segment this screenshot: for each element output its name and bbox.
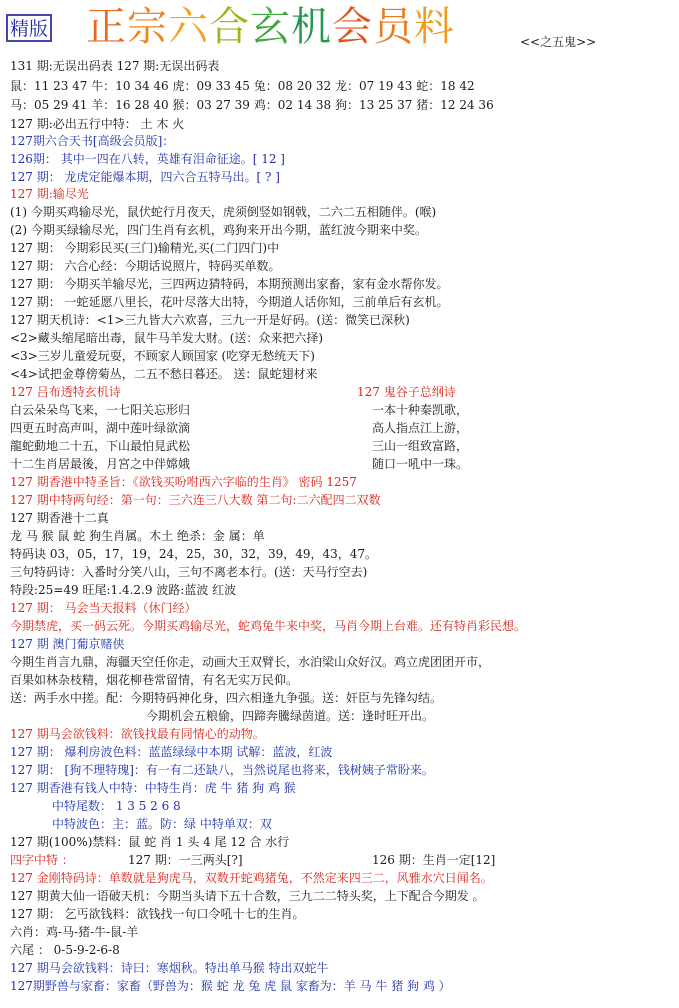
title-char: 机 xyxy=(291,4,332,50)
title-char: 六 xyxy=(168,4,209,50)
text-line: <4>试把金尊傍菊丛，二五不愁日暮还。 送：鼠蛇翅材来 xyxy=(10,367,318,381)
title-char: 合 xyxy=(209,4,250,50)
text-line: 中特波色：主：蓝。防：绿 中特单双：双 xyxy=(52,817,272,831)
poem-right-line: 随口一吼中一珠。 xyxy=(372,457,469,471)
text-line: 127 吕布透特玄机诗 xyxy=(10,385,121,399)
text-line: 127 期中特两句经：第一句：三六连三八大数 第二句:二六配四二双数 xyxy=(10,493,381,507)
text-line: 127 期:输尽光 xyxy=(10,187,89,201)
title-char: 正 xyxy=(86,4,127,50)
row-127-text: 127 期：一三两头[?] xyxy=(128,853,243,867)
text-line: 127 期： 龙虎定能爆本期，四六合五特马出。[ ? ] xyxy=(10,170,280,184)
poem-title-right: 127 鬼谷子总纲诗 xyxy=(357,385,456,399)
title-char: 宗 xyxy=(127,4,168,50)
text-line: 127 期马会欲钱料：诗曰：寒烟秋。特出单马猴 特出双蛇牛 xyxy=(10,961,329,975)
text-line: 百果如林杂枝精，烟花柳巷常留情，有名无实万民仰。 xyxy=(10,673,299,687)
text-line: 127 期天机诗：<1>三九皆大六欢喜，三九一开是好码。(送：微笑已深秋) xyxy=(10,313,410,327)
page-title xyxy=(86,4,455,50)
poem-right-line: 三山一组致富路， xyxy=(372,439,469,453)
subtitle-tag: <<之五鬼>> xyxy=(520,35,597,49)
text-line: 127 期马会欲钱料：欲钱找最有同情心的动物。 xyxy=(10,727,265,741)
text-line: 127 期： 六合心经：今期话说照片，特码买单数。 xyxy=(10,259,281,273)
title-char: 会 xyxy=(332,4,373,50)
text-line: (2) 今期买绿输尽光，四门生肖有玄机，鸡狗来开出今期，蓝红波今期来中奖。 xyxy=(10,223,427,237)
text-line: 送：两手水中搓。配：今期特码神化身，四六相逢九争强。送：奸臣与先锋勾结。 xyxy=(10,691,443,705)
text-line: 六尾 ： 0-5-9-2-6-8 xyxy=(10,943,120,957)
text-line: 127 金刚特码诗：单数就是狗虎马，双数开蛇鸡猪兔，不然定来四三二，风雅水穴日闻名。 xyxy=(10,871,493,885)
text-line: 127 期： 马会当天报料（休门经） xyxy=(10,601,197,615)
title-char: 玄 xyxy=(250,4,291,50)
row-126-text: 126 期：生肖一定[12] xyxy=(372,853,496,867)
text-line: 127 期： 爆利房波色料：蓝蓝绿绿中本期 试解：蓝波，红波 xyxy=(10,745,333,759)
text-line: 六肖：鸡-马-猪-牛-鼠-羊 xyxy=(10,925,139,939)
text-line: 127 期香港十二真 xyxy=(10,511,109,525)
title-char: 员 xyxy=(373,4,414,50)
text-line: 特段:25=49 旺尾:1.4.2.9 波路:蓝波 红波 xyxy=(10,583,237,597)
text-line: 四更五时高声叫，湖中莲叶绿欲滴 xyxy=(10,421,191,435)
text-line: 马：05 29 41 羊：16 28 40 猴：03 27 39 鸡：02 14 38 狗：13 25 37 猪：12 24 36 xyxy=(10,98,494,112)
text-line: 三句特码诗：入番时分笑八山，三句不离老本行。(送：天马行空去) xyxy=(10,565,368,579)
text-line: 127 期香港有钱人中特：中特生肖：虎 牛 猪 狗 鸡 猴 xyxy=(10,781,296,795)
text-line: 131 期:无误出码表 127 期:无误出码表 xyxy=(10,59,220,73)
text-line: 127期六合天书[高级会员版]： xyxy=(10,134,175,148)
poem-right-line: 一本十种秦凯歌， xyxy=(372,403,469,417)
text-line: 今期禁虎，买一码云死。今期买鸡输尽光，蛇鸡兔牛来中奖，马肖今期上台难。还有特肖彩民想。 xyxy=(10,619,527,633)
text-line: 126期： 其中一四在八转，英雄有泪命征途。[ 12 ] xyxy=(10,152,285,166)
text-line: 127 期： 乞丐欲钱料：欲钱找一句口令吼十七的生肖。 xyxy=(10,907,305,921)
text-line: 白云朵朵鸟飞来，一七阳关忘形归 xyxy=(10,403,191,417)
text-line: 127 期(100%)禁料：鼠 蛇 肖 1 头 4 尾 12 合 水行 xyxy=(10,835,290,849)
text-line: 127 期： 今期买羊输尽光，三四两边猜特码，本期预测出家畜，家有金水帮你发。 xyxy=(10,277,449,291)
text-line: 中特尾数： 1 3 5 2 6 8 xyxy=(52,799,181,813)
text-line: 十二生肖居最後，月宮之中伴嫦娥 xyxy=(10,457,191,471)
text-line: 127期野兽与家畜：家畜（野兽为：猴 蛇 龙 兔 虎 鼠 家畜为：羊 马 牛 猪 狗 鸡 ） xyxy=(10,979,451,993)
text-line: 127 期:必出五行中特： 土 木 火 xyxy=(10,117,185,131)
text-line: 127 期： 今期彩民买(三门)输精光,买(二门四门)中 xyxy=(10,241,280,255)
text-line: 鼠：11 23 47 牛：10 34 46 虎：09 33 45 兔：08 20 32 龙：07 19 43 蛇：18 42 xyxy=(10,79,475,93)
text-line: 今期生肖言九鼎，海疆天空任你走，动画大王双臂长，水泊梁山众好汉。鸡立虎团团开市， xyxy=(10,655,491,669)
text-line: 127 期香港中特圣旨：《欲钱买吩咐西六字临的生肖》 密码 1257 xyxy=(10,475,357,489)
text-line: 特码诀 03，05，17，19，24，25，30，32，39，49，43，47。 xyxy=(10,547,378,561)
text-line: 127 期： [狗不理特瑰]：有一有二还缺八，当然说尾也将来，钱树姨子常盼来。 xyxy=(10,763,434,777)
title-char: 料 xyxy=(414,4,455,50)
text-line: 今期机会五粮偷，四蹄奔騰绿茵道。送：逢时旺开出。 xyxy=(146,709,435,723)
text-line: 127 期： 一蛇延愿八里长，花叶尽落大出特，今期道人话你知，三前单后有玄机。 xyxy=(10,295,449,309)
text-line: <3>三岁儿童爱玩耍，不顾家人顾国家 (吃穿无愁统天下) xyxy=(10,349,315,363)
four-char-label: 四字中特 ： xyxy=(10,853,74,867)
text-line: <2>藏头缩尾暗出毒，鼠牛马羊发大财。(送：众来把六择) xyxy=(10,331,324,345)
text-line: 龍蛇動地二十五，下山最怕見武松 xyxy=(10,439,191,453)
text-line: 龙 马 猴 鼠 蛇 狗生肖属。木土 绝杀：金 属：单 xyxy=(10,529,265,543)
text-line: (1) 今期买鸡输尽光，鼠伏蛇行月夜天，虎须倒竖如钢戟，二六二五相随伴。(喉) xyxy=(10,205,437,219)
text-line: 127 期黄大仙一语破天机：今期当头请下五十合数，三九二二特头奖，上下配合今期发 。 xyxy=(10,889,485,903)
text-line: 127 期 澳门葡京赌侠 xyxy=(10,637,125,651)
badge-jingban: 精版 xyxy=(6,14,52,42)
poem-right-line: 高人指点江上游， xyxy=(372,421,469,435)
